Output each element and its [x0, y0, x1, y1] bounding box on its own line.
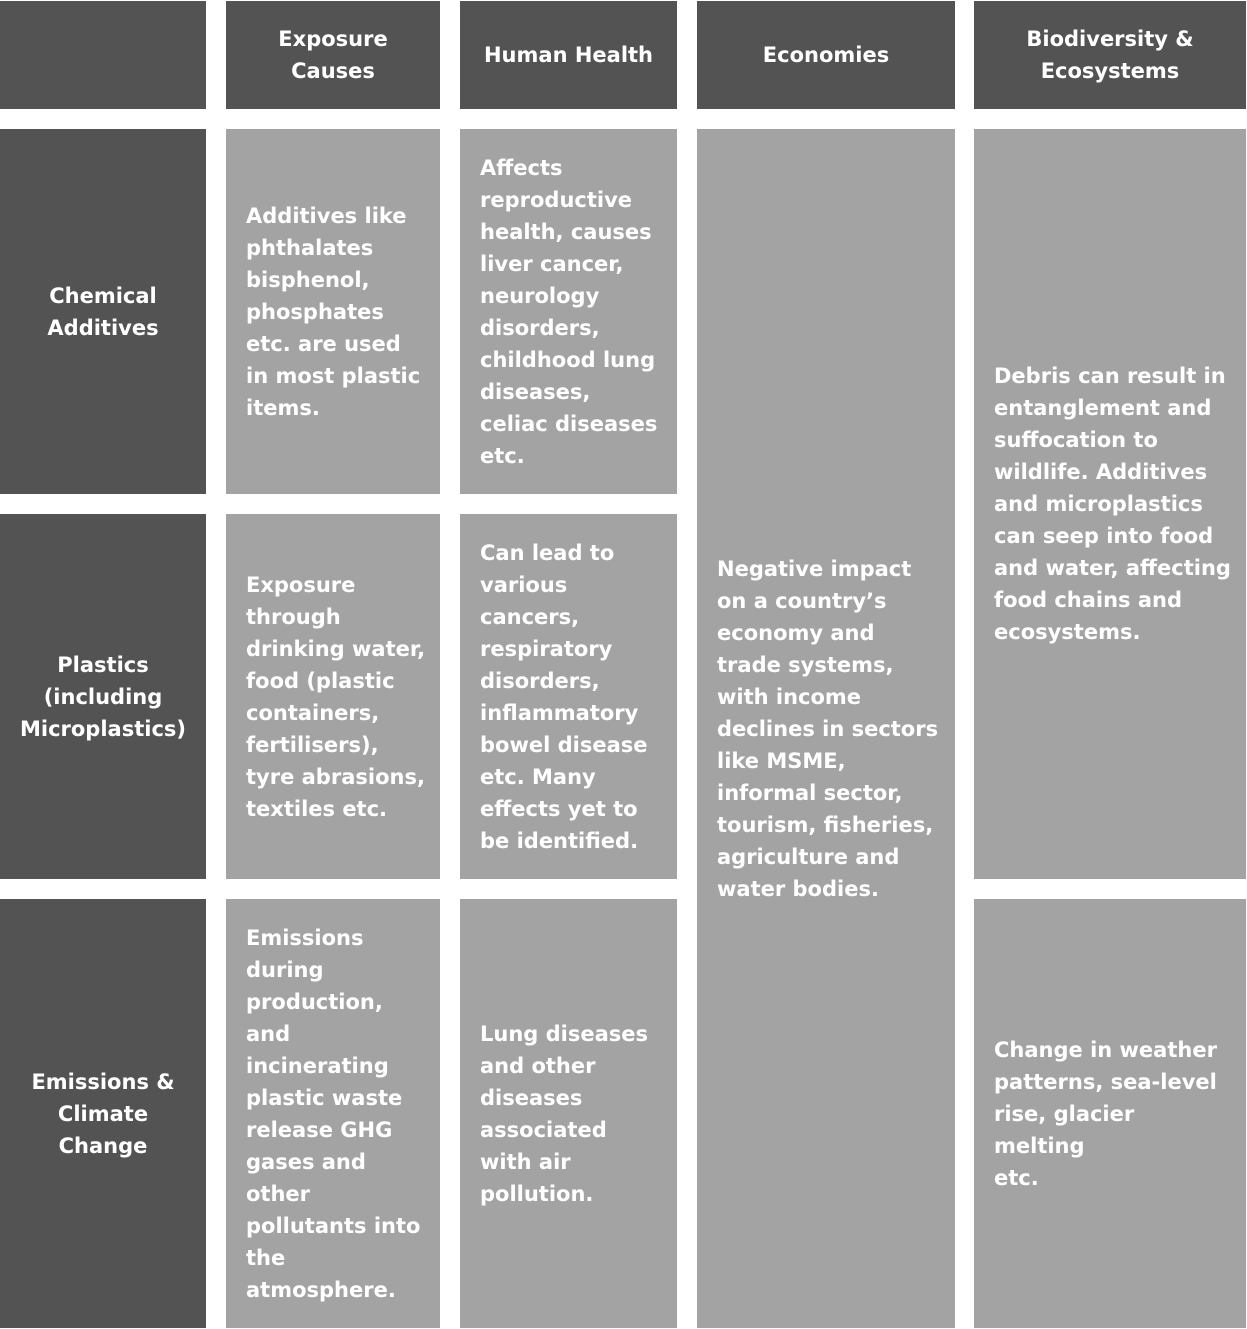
header-biodiversity [974, 1, 1246, 109]
cell-economies-text: Negative impact on a country’s economy and trade systems, with income declines in sectors like MSME, informal sector, tourism, fisheries, agriculture and water bodies. [717, 556, 939, 901]
cell-chemical-exposure-text: Additives like phthalates bisphenol, phosphates etc. are used in most plastic items. [246, 203, 421, 420]
header-economies [697, 1, 955, 109]
cell-plastics-health-text: Can lead to various cancers, respiratory disorders, inflammatory bowel disease etc. Many effects yet to be identified. [480, 540, 648, 853]
cell-chemical-health-text: Affects reproductive health, causes liver cancer, neurology disorders, childhood lung diseases, celiac diseases etc. [480, 155, 658, 468]
header-human-health-label: Human Health [483, 43, 653, 67]
cell-plastics-exposure [226, 514, 440, 879]
cell-emissions-health [460, 899, 677, 1328]
cell-emissions-biodiversity-text: Change in weather patterns, sea-level rise, glacier melting etc. [994, 1037, 1217, 1190]
header-human-health [460, 1, 677, 109]
row-header-emissions [0, 899, 206, 1328]
cell-emissions-biodiversity [974, 899, 1246, 1328]
cell-emissions-health-text: Lung diseases and other diseases associated with air pollution. [480, 1021, 649, 1206]
header-exposure-causes [226, 1, 440, 109]
cell-chemical-health [460, 129, 677, 494]
cell-emissions-exposure [226, 899, 440, 1328]
header-economies-label: Economies [762, 43, 890, 67]
cell-biodiversity-merged [974, 129, 1246, 879]
row-label-emissions: Emissions & Climate Change [31, 1069, 175, 1158]
cell-economies-merged [697, 129, 955, 1328]
cell-plastics-exposure-text: Exposure through drinking water, food (plastic containers, fertilisers), tyre abrasions, textiles etc. [246, 572, 426, 821]
header-exposure-causes-label: Exposure Causes [278, 27, 388, 83]
row-label-chemical-additives: Chemical Additives [47, 283, 159, 340]
cell-emissions-exposure-text: Emissions during production, and incinerating plastic waste release GHG gases and other pollutants into the atmosphere. [246, 925, 421, 1302]
cell-biodiversity-text: Debris can result in entanglement and suffocation to wildlife. Additives and microplastics can seep into food and water, affecting food chains and ecosystems. [994, 364, 1231, 644]
row-header-chemical-additives [0, 129, 206, 494]
cell-chemical-exposure [226, 129, 440, 494]
cell-plastics-health [460, 514, 677, 879]
row-label-plastics: Plastics (including Microplastics) [19, 652, 186, 741]
header-biodiversity-label: Biodiversity & Ecosystems [1026, 27, 1194, 83]
row-header-plastics [0, 514, 206, 879]
corner-header-cell [0, 1, 206, 109]
